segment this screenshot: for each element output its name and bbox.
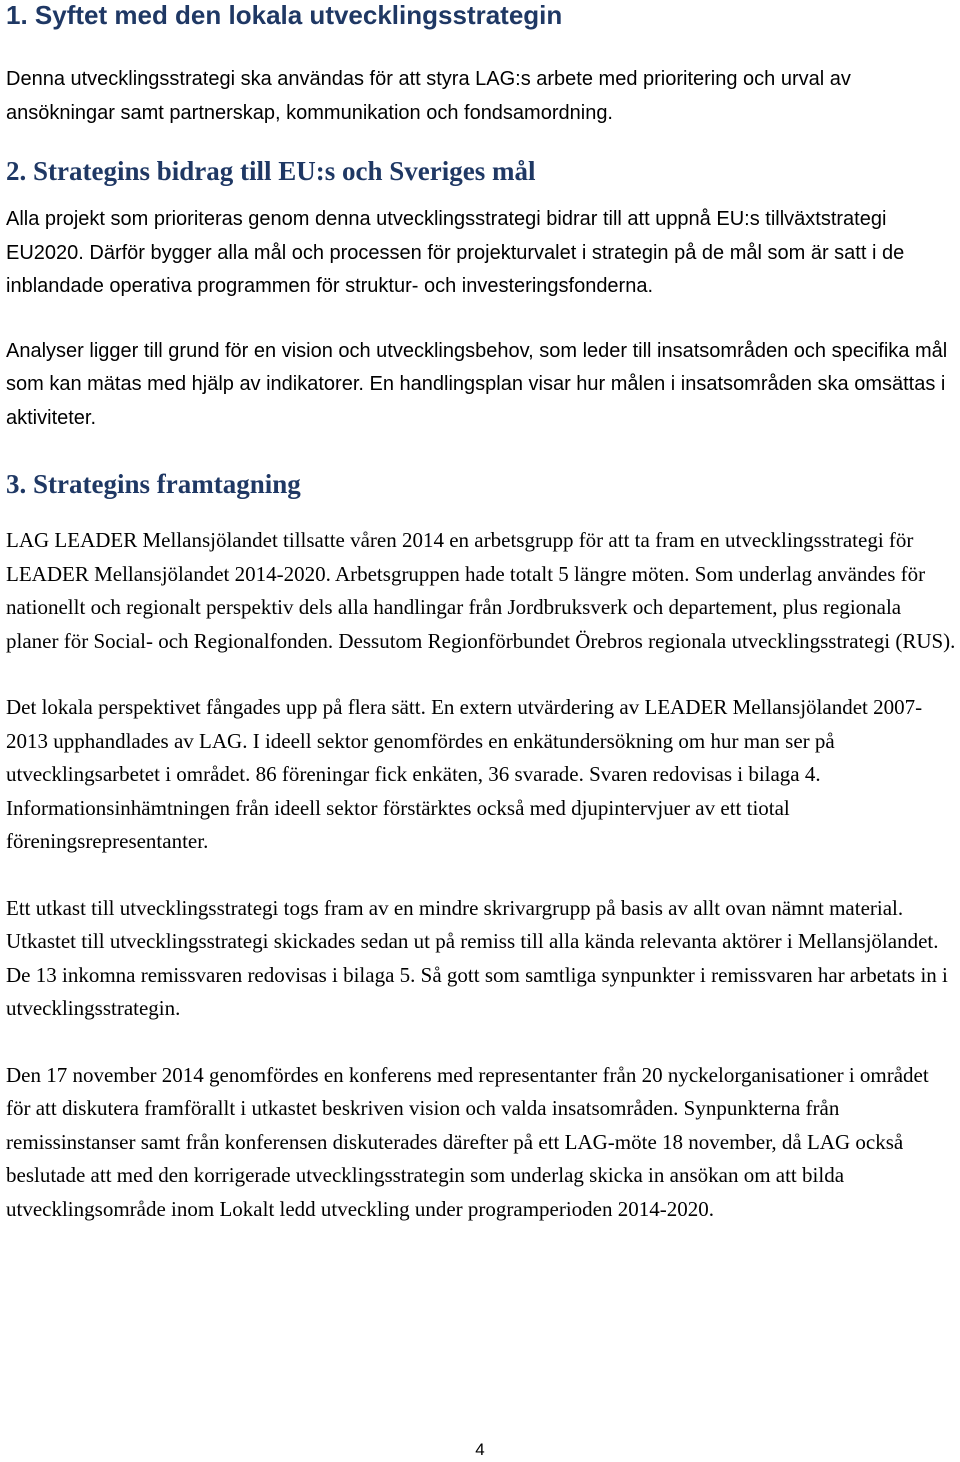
section-3-heading: 3. Strategins framtagning (6, 469, 301, 499)
section-1-paragraph-1: Denna utvecklingsstrategi ska användas för att styra LAG:s arbete med prioritering och urval av ansökningar samt partnerskap, kommunikation och fondsamordning. (6, 68, 851, 124)
section-3-paragraph-1: LAG LEADER Mellansjölandet tillsatte våren 2014 en arbetsgrupp för att ta fram en utvecklingsstrategi för LEADER Mellansjölandet 2014-2020. Arbetsgruppen hade totalt 5 längre möten. Som underlag användes för nationellt och regionalt perspektiv dels alla handlingar från Jordbruksverk och departement, plus regionala planer för Social- och Regionalfonden. Dessutom Regionförbundet Örebros regionala utvecklingsstrategi (RUS). (6, 528, 956, 653)
section-3-paragraph-2: Det lokala perspektivet fångades upp på flera sätt. En extern utvärdering av LEADER Mellansjölandet 2007-2013 upphandlades av LAG. I ideell sektor genomfördes en enkätundersökning om hur man ser på utvecklingsarbetet i området. 86 föreningar fick enkäten, 36 svarade. Svaren redovisas i bilaga 4. Informationsinhämtningen från ideell sektor förstärktes också med djupintervjuer av ett tiotal föreningsrepresentanter. (6, 695, 923, 853)
section-2-heading: 2. Strategins bidrag till EU:s och Sveriges mål (6, 156, 536, 186)
section-1-heading: 1. Syftet med den lokala utvecklingsstrategin (6, 0, 563, 30)
section-3-paragraph-4: Den 17 november 2014 genomfördes en konferens med representanter från 20 nyckelorganisationer i området för att diskutera framförallt i utkastet beskriven vision och valda insatsområden. Synpunkterna från remissinstanser samt från konferensen diskuterades därefter på ett LAG-möte 18 november, då LAG också beslutade att med den korrigerade utvecklingsstrategin som underlag skicka in ansökan om att bilda utvecklingsområde inom Lokalt ledd utveckling under programperioden 2014-2020. (6, 1062, 929, 1221)
section-3-paragraph-3: Ett utkast till utvecklingsstrategi togs fram av en mindre skrivargrupp på basis av allt ovan nämnt material. Utkastet till utvecklingsstrategi skickades sedan ut på remiss till alla kända relevanta aktörer i Mellansjölandet. De 13 inkomna remissvaren redovisas i bilaga 5. Så gott som samtliga synpunkter i remissvaren har arbetats in i utvecklingsstrategin. (6, 895, 948, 1020)
section-2-paragraph-2: Analyser ligger till grund för en vision och utvecklingsbehov, som leder till insatsområden och specifika mål som kan mätas med hjälp av indikatorer. En handlingsplan visar hur målen i insatsområden ska omsättas i aktiviteter. (6, 339, 948, 429)
section-2-paragraph-1: Alla projekt som prioriteras genom denna utvecklingsstrategi bidrar till att uppnå EU:s tillväxtstrategi EU2020. Därför bygger alla mål och processen för projekturvalet i strategin på de mål som är satt i de inblandade operativa programmen för struktur- och investeringsfonderna. (6, 208, 905, 297)
page-number: 4 (475, 1440, 485, 1459)
